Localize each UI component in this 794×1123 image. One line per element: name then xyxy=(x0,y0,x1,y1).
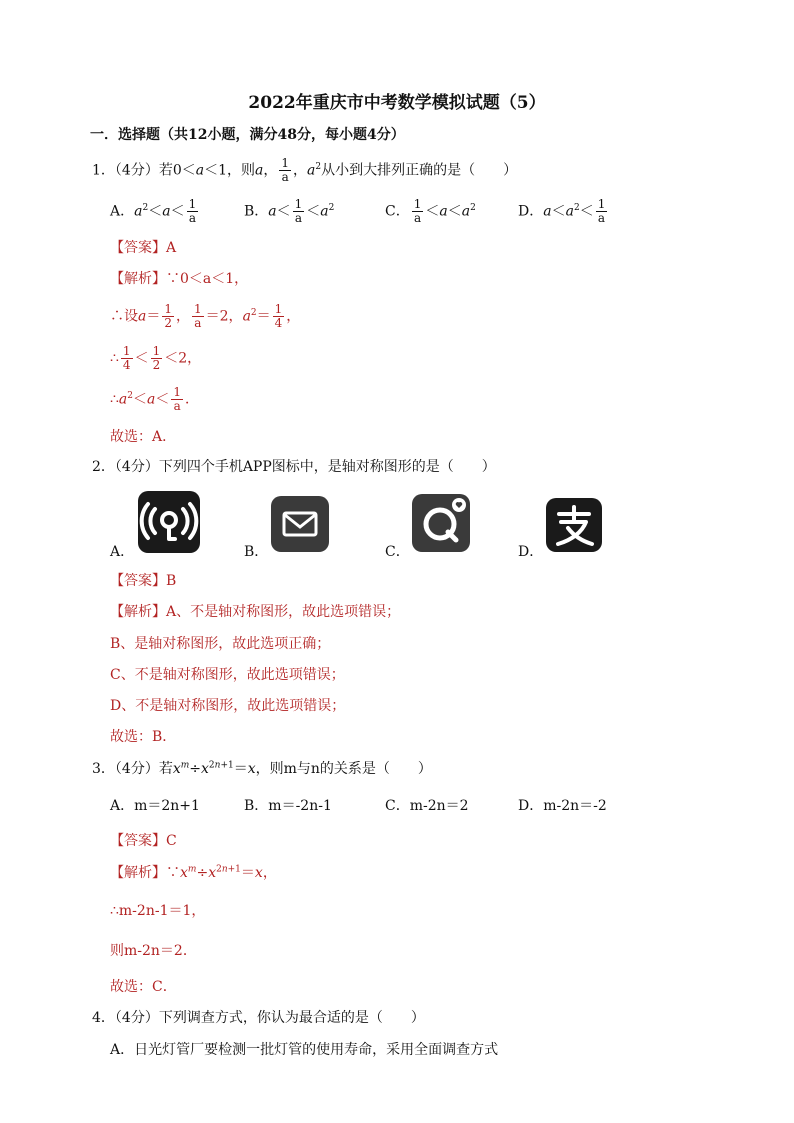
q2-analysis-line-b: B、是轴对称图形，故此选项正确； xyxy=(110,636,331,652)
q3-analysis-line1: 【解析】$\because x^m\div x^{2n+1}=x$， xyxy=(110,864,277,881)
section-heading: 一．选择题（共12小题，满分48分，每小题4分） xyxy=(90,127,405,143)
q1-choose: 故选：A． xyxy=(110,429,177,445)
q1-stem: 1．（4分）若0＜a＜1，则a， $\frac{1}{a}$ ，$a^2$从小到大排列正确的是（ ） xyxy=(92,156,518,184)
q1-analysis-line3: ∴ $\frac{1}{4}$ ＜ $\frac{1}{2}$ ＜2， xyxy=(110,344,202,372)
page-title: 2022年重庆市中考数学模拟试题（5） xyxy=(248,93,546,113)
q3-option-b: B．m＝-2n-1 xyxy=(244,798,332,814)
q3-stem: 3．（4分）若$x^m\div x^{2n+1}=x$，则m与n的关系是（ ） xyxy=(92,760,432,777)
q2-option-d-label: D． xyxy=(518,544,544,560)
q1-option-c: C． $\frac{1}{a}$ $<a<a^2$ xyxy=(385,197,476,225)
q1-option-d: D．$a<a^2<$ $\frac{1}{a}$ xyxy=(518,197,606,225)
q1-option-b: B．a＜ $\frac{1}{a}$ $<a^2$ xyxy=(244,197,335,225)
q4-option-a: A．日光灯管厂要检测一批灯管的使用寿命，采用全面调查方式 xyxy=(110,1042,499,1058)
q2-option-a-label: A． xyxy=(110,544,135,560)
wifi-signal-icon xyxy=(138,491,200,553)
q1-analysis-line4: $\therefore a^2<a<$ $\frac{1}{a}$ ． xyxy=(110,385,200,413)
mail-envelope-icon xyxy=(271,496,329,552)
alipay-zhi-icon xyxy=(546,498,602,552)
q1-answer: 【答案】A xyxy=(110,240,177,256)
q2-stem: 2．（4分）下列四个手机APP图标中，是轴对称图形的是（ ） xyxy=(92,459,496,475)
q3-option-a: A．m＝2n+1 xyxy=(110,798,200,814)
q3-option-c: C．m-2n＝2 xyxy=(385,798,469,814)
q3-analysis-line2: ∴m-2n-1＝1， xyxy=(110,903,206,919)
q-search-icon xyxy=(412,494,470,552)
q4-stem: 4．（4分）下列调查方式，你认为最合适的是（ ） xyxy=(92,1010,425,1026)
q2-analysis-line-c: C、不是轴对称图形，故此选项错误； xyxy=(110,667,345,683)
q3-answer: 【答案】C xyxy=(110,833,177,849)
q2-choose: 故选：B． xyxy=(110,729,177,745)
q1-analysis-line2: ∴设a＝ $\frac{1}{2}$ ， $\frac{1}{a}$ ＝2，$a^2=$ $\frac{1}{4}$ ， xyxy=(110,302,301,330)
q3-option-d: D．m-2n＝-2 xyxy=(518,798,607,814)
q1-analysis-line1: 【解析】∵0＜a＜1， xyxy=(110,271,249,287)
q1-option-a: A．$a^2<a<$ $\frac{1}{a}$ xyxy=(110,197,197,225)
q3-analysis-line3: 则m-2n＝2． xyxy=(110,943,197,959)
q2-analysis-line-d: D、不是轴对称图形，故此选项错误； xyxy=(110,698,346,714)
q2-option-c-label: C． xyxy=(385,544,410,560)
q2-answer: 【答案】B xyxy=(110,573,177,589)
q2-analysis-line-a: 【解析】A、不是轴对称图形，故此选项错误； xyxy=(110,604,401,620)
q3-choose: 故选：C． xyxy=(110,979,177,995)
q2-option-b-label: B． xyxy=(244,544,269,560)
